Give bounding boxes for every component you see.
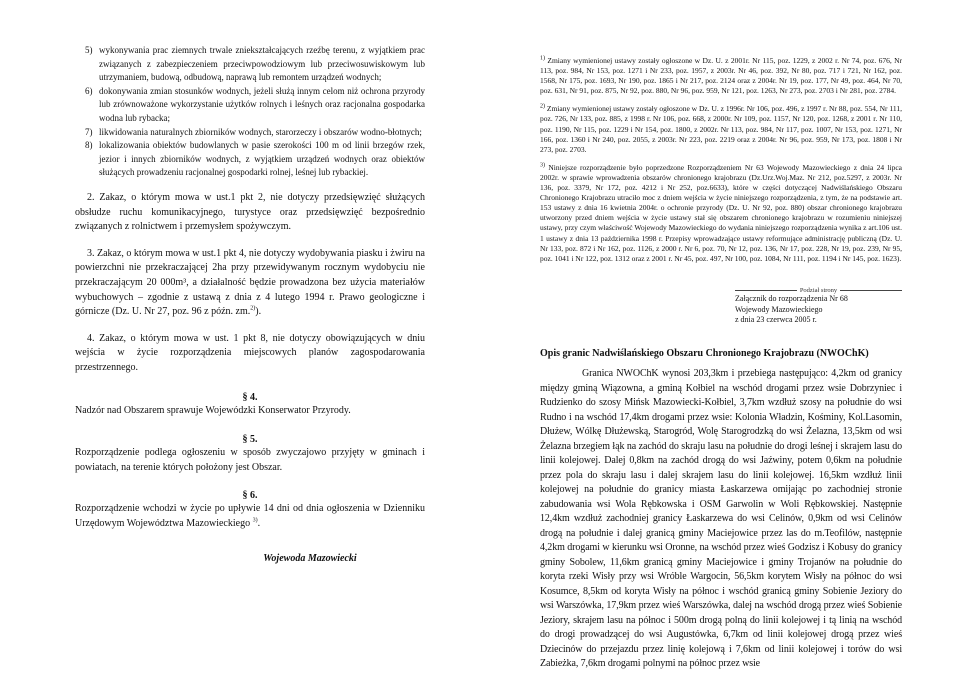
list-number: 6) <box>85 85 93 96</box>
footnote-number: 1) <box>540 55 545 62</box>
section-6-end: . <box>257 517 261 529</box>
paragraph-2: 2. Zakaz, o którym mowa w ust.1 pkt 2, nie dotyczy przedsięwzięć służących obsłudze ruchu komunikacyjnego, turystyce oraz przedsięwzięć bezpośrednio związanych z rolnictwem i przemysłem spożywczym. <box>75 191 425 233</box>
attachment-header <box>735 286 902 326</box>
paragraph-4: 4. Zakaz, o którym mowa w ust. 1 pkt 8, nie dotyczy obowiązujących w dniu wejścia w życie rozporządzenia miejscowych planów zagospodarowania przestrzennego. <box>75 332 425 373</box>
attachment-line: z dnia 23 czerwca 2005 r. <box>735 315 817 325</box>
boundary-description: Granica NWOChK wynosi 203,3km i przebiega następująco: 4,2km od granicy między gminą Wiązowna, a gminą Kołbiel na wschód drogami przez wsie Dobrzyniec i Rudzienko do szosy Mińsk Mazowiecki-Kołbiel, 3,7km wzdłuż szosy na południe do wsi Rudno i na wschód 17,4km drogami przez wsie: Kolonia Władzin, Kośminy, Kol.Lasomin, Dłużew, Wólkę Dłużewską, Starogród, Wolę Starogrodzką do wsi Żelazna, 13,5km od wsi Żelazna brzegiem łąk na zachód do skraju lasu na południe do drogi leśnej i skrajem lasu do linii kolejowej. Dalej 0,8km na zachód drogą do wsi Jaźwiny, potem 0,6km na południe przez pola do skraju lasu i dalej skrajem lasu do linii kolejowej. 16,5km wzdłuż linii kolejowej na południe do granicy miasta Łaskarzewa omijając po zachodniej stronie zabudowania wsi Wola Rębkowska i OSM Garwolin w Woli Rębkowskiej. Następnie 12,4km wzdłuż zachodniej granicy Łaskarzewa do wsi Celinów, 0,9km od wsi Celinów drogą na południe i dalej granicą gminy Maciejowice przez las do m.Teofilów, następnie 4,2km drogami w kierunku wsi Oronne, na wschód przez wieś Godzisz i Kobusy do granicy gminy Sobolew, 11,6km granicą gminy Maciejowice i gminy Trojanów na południe do koryta rzeki Wisły przy wsi Wróble Wargocin, 56,5km korytem Wisły na północ do wsi Kosumce, 8,5km od koryta Wisły na północ i wschód granicą gminy Sobienie Jeziory do wsi Warszówka, 17,9km przez wieś Warszówka, dalej na wschód drogą przez wieś Sobienie Jeziory, skrajem lasu na północ i 500m drogą polną do linii kolejowej i tą linią na wschód do drogi prowadzącej do wsi Augustówka, 6,7km od linii kolejowej drogą przez wieś Dziecinów do przejazdu przez linię kolejową i 7,6km od linii kolejowej i torów do wsi Zabieżka, 7,6km drogami polnymi na północ przez wsie <box>540 368 902 670</box>
list-text: dokonywania zmian stosunków wodnych, jeżeli służą innym celom niż ochrona przyrody lub zrównoważone wykorzystanie użytków rolnych i leśnych oraz racjonalna gospodarka wodna lub rybacka; <box>99 85 425 123</box>
paragraph-3-text: 3. Zakaz, o którym mowa w ust.1 pkt 4, nie dotyczy wydobywania piasku i żwiru na powierzchni nie przekraczającej 2ha przy przewidywanym rocznym wydobyciu nie przekraczającym 20 000m³, a działalność będzie prowadzona bez użycia materiałów wybuchowych – zgodnie z ustawą z dnia z 4 lutego 1994 r. Prawo geologiczne i górnicze (Dz. U. Nr 27, poz. 96 z późn. zm. <box>75 247 425 318</box>
section-4-title: § 4. <box>242 392 258 404</box>
paragraph-3 <box>75 247 425 320</box>
footnote-text: Niniejsze rozporządzenie było poprzedzone Rozporządzeniem Nr 63 Wojewody Mazowieckiego z dnia 24 lipca 2002r. w sprawie wprowadzenia obszarów chronionego krajobrazu (Dz.Urz.Woj.Maz. Nr 212, poz.5297, z 2003r. Nr 136, poz. 3379, Nr 172, poz. 4212 i Nr 252, poz.6633), które w części dotyczącej Nadwiślańskiego Obszaru Chronionego Krajobrazu utraciło moc z dniem wejścia w życie niniejszego rozporządzenia, z tym, że na podstawie art. 153 ustawy z dnia 16 kwietnia 2004r. o ochronie przyrody (Dz. U. Nr 92, poz. 880) obszar chronionego krajobrazu utworzony przed dniem wejścia w życie ustawy stał się obszarem chronionego krajobrazu w rozumieniu niniejszej ustawy, przy czym właściwość Wojewody Mazowieckiego do wydania niniejszego rozporządzenia wynika z art.106 ust. 1 ustawy z dnia 13 października 1998 r. Przepisy wprowadzające ustawy reformujące administrację publiczną (Dz. U. Nr 133, poz. 872 i Nr 162, poz. 1126, z 2000 r. Nr 6, poz. 70, Nr 12, poz. 136, Nr 17, poz. 228, Nr 19, poz. 239, Nr 95, poz. 1041 i Nr 122, poz. 1312 oraz z 2001 r. Nr 45, poz. 497, Nr 100, poz. 1084, Nr 111, poz. 1194 i Nr 145, poz. 1623). <box>540 162 903 263</box>
list-text: wykonywania prac ziemnych trwale zniekształcających rzeźbę terenu, z wyjątkiem prac związanych z zabezpieczeniem przeciwpowodziowym lub przeciwosuwiskowym lub utrzymaniem, budową, odbudową, naprawą lub remontem urządzeń wodnych; <box>99 45 425 83</box>
footnote-text: Zmiany wymienionej ustawy zostały ogłoszone w Dz. U. z 1996r. Nr 106, poz. 496, z 1997 r. Nr 88, poz. 554, Nr 111, poz. 726, Nr 133, poz. 885, z 1998 r. Nr 106, poz. 668, z 2000r. Nr 109, poz. 1157, Nr 120, poz. 1268, z 2001 r. Nr 110, poz. 1190, Nr 115, poz. 1229 i Nr 154, poz. 1800, z 2002r. Nr 113, poz. 984, Nr 117, poz. 1007, Nr 153, poz. 1271, Nr 166, poz. 1360 i Nr 240, poz. 2055, z 2003r. Nr 223, poz. 2219 oraz z 2004r. Nr 96, poz. 959, Nr 173, poz. 1808 i Nr 273, poz. 2703. <box>540 104 903 154</box>
section-6-body: Rozporządzenie wchodzi w życie po upływie 14 dni od dnia ogłoszenia w Dzienniku Urzędowym Województwa Mazowieckiego <box>75 503 425 529</box>
list-item <box>85 126 425 140</box>
section-heading: Opis granic Nadwiślańskiego Obszaru Chronionego Krajobrazu (NWOChK) <box>540 348 869 360</box>
right-column <box>540 56 902 672</box>
attachment-line: Wojewody Mazowieckiego <box>735 304 823 314</box>
attachment-line: Załącznik do rozporządzenia Nr 68 <box>735 293 848 303</box>
footnote-ref: 3) <box>252 517 258 524</box>
page-break-label: Podział strony <box>797 287 840 294</box>
list-text: likwidowania naturalnych zbiorników wodnych, starorzeczy i obszarów wodno-błotnych; <box>99 126 422 137</box>
page-break-rule <box>735 286 902 294</box>
section-5-text: Rozporządzenie podlega ogłoszeniu w sposób zwyczajowo przyjęty w gminach i powiatach, na terenie których położony jest Obszar. <box>75 447 425 473</box>
list-number: 5) <box>85 45 93 55</box>
section-5-title: § 5. <box>242 434 258 446</box>
list-number: 8) <box>85 140 93 151</box>
section-6-text <box>75 502 425 531</box>
signature: Wojewoda Mazowiecki <box>263 553 357 565</box>
list-item <box>85 44 425 85</box>
footnote <box>540 163 902 264</box>
footnote-ref: 2) <box>250 305 256 312</box>
left-column <box>75 44 425 564</box>
list-item <box>85 139 425 180</box>
list-number: 7) <box>85 126 93 137</box>
list-text: lokalizowania obiektów budowlanych w pasie szerokości 100 m od linii brzegów rzek, jezior i innych zbiorników wodnych, z wyjątkiem urządzeń wodnych oraz obiektów służących prowadzeniu racjonalnej gospodarki rolnej, leśnej lub rybackiej. <box>99 140 425 178</box>
footnote <box>540 56 902 96</box>
footnote <box>540 104 902 154</box>
section-6-title: § 6. <box>242 490 258 502</box>
section-4-text: Nadzór nad Obszarem sprawuje Wojewódzki Konserwator Przyrody. <box>75 405 351 417</box>
footnote-number: 2) <box>540 103 545 110</box>
paragraph-3-end: ). <box>255 306 262 318</box>
list-item <box>85 85 425 126</box>
footnote-text: Zmiany wymienionej ustawy zostały ogłoszone w Dz. U. z 2001r. Nr 115, poz. 1229, z 2002 r. Nr 74, poz. 676, Nr 113, poz. 984, Nr 153, poz. 1271 i Nr 233, poz. 1957, z 2003r. Nr 46, poz. 392, Nr 80, poz. 717 i 721, Nr 162, poz. 1568, Nr 175, poz. 1693, Nr 190, poz. 1865 i Nr 217, poz. 2124 oraz z 2004r. Nr 19, poz. 177, Nr 49, poz. 464, Nr 70, poz. 631, Nr 91, poz. 875, Nr 92, poz. 880, Nr 96, poz. 959, Nr 121, poz. 1263, Nr 273, poz. 2703 i Nr 281, poz. 2784. <box>540 56 903 96</box>
footnote-number: 3) <box>540 162 545 169</box>
